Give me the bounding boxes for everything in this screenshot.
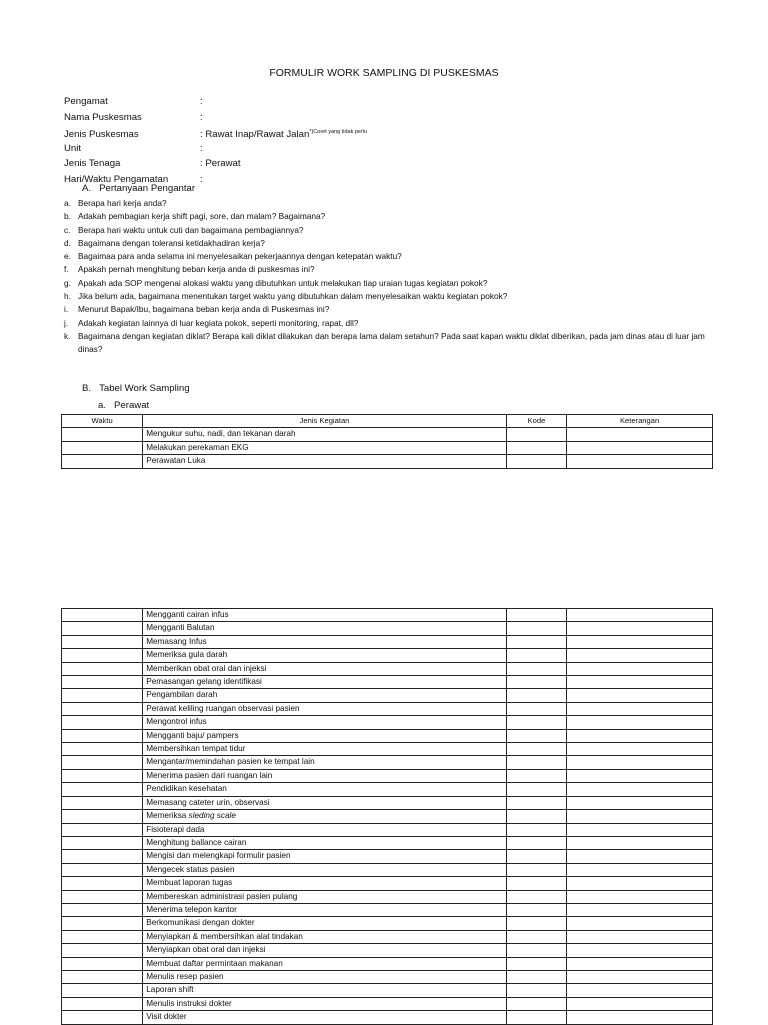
kode-cell[interactable] (506, 810, 566, 823)
activity-cell (143, 756, 507, 769)
table-row (62, 917, 713, 930)
table-row (62, 930, 713, 943)
question-item (64, 303, 714, 316)
question-key: k. (64, 330, 71, 341)
question-key: i. (64, 304, 69, 315)
question-item (64, 317, 714, 330)
kode-cell[interactable] (506, 890, 566, 903)
question-key: d. (64, 237, 71, 248)
activity-cell (143, 635, 507, 648)
kode-cell[interactable] (506, 649, 566, 662)
activity-cell (143, 970, 507, 983)
kode-cell[interactable] (506, 635, 566, 648)
waktu-cell[interactable] (62, 903, 143, 916)
activity-text: Mengganti Balutan (146, 623, 215, 633)
table-row (62, 689, 713, 702)
identity-label: Unit (64, 142, 82, 154)
activity-text: Laporan shift (146, 985, 194, 995)
identity-value: : (200, 142, 203, 154)
kode-cell[interactable] (506, 769, 566, 782)
table-row (62, 609, 713, 622)
section-b-title: Tabel Work Sampling (99, 383, 190, 394)
keterangan-cell[interactable] (567, 930, 713, 943)
question-item (64, 224, 714, 237)
kode-cell[interactable] (506, 662, 566, 675)
waktu-cell[interactable] (62, 863, 143, 876)
section-a-heading (82, 183, 195, 194)
work-sampling-table-2 (61, 608, 713, 1025)
activity-text: Pemasangan gelang identifikasi (146, 677, 262, 687)
keterangan-cell[interactable] (567, 783, 713, 796)
table-row (62, 850, 713, 863)
activity-cell (143, 649, 507, 662)
activity-cell (143, 944, 507, 957)
activity-cell (143, 917, 507, 930)
keterangan-cell[interactable] (567, 970, 713, 983)
keterangan-cell[interactable] (567, 903, 713, 916)
activity-text: Fisioterapi dada (146, 824, 205, 834)
kode-cell[interactable] (506, 823, 566, 836)
activity-cell (143, 877, 507, 890)
keterangan-cell[interactable] (567, 428, 713, 441)
table-row (62, 997, 713, 1010)
kode-cell[interactable] (506, 783, 566, 796)
table-row (62, 957, 713, 970)
keterangan-cell[interactable] (567, 676, 713, 689)
keterangan-cell[interactable] (567, 997, 713, 1010)
waktu-cell[interactable] (62, 944, 143, 957)
activity-cell: Melakukan perekaman EKG (143, 441, 507, 454)
keterangan-cell[interactable] (567, 863, 713, 876)
question-text: Jika belum ada, bagaimana menentukan target waktu yang dibutuhkan dalam menyelesaikan waktu kegiatan pokok? (78, 291, 508, 302)
kode-cell[interactable] (506, 756, 566, 769)
waktu-cell[interactable] (62, 756, 143, 769)
identity-block (64, 94, 367, 188)
activity-text: Menerima pasien dari ruangan lain (146, 770, 273, 780)
activity-text: Membereskan administrasi pasien pulang (146, 891, 298, 901)
table-row (62, 756, 713, 769)
identity-row-nama-puskesmas (64, 110, 367, 126)
question-key: b. (64, 211, 71, 222)
waktu-cell[interactable] (62, 1011, 143, 1024)
activity-text: Menyiapkan & membersihkan alat tindakan (146, 931, 303, 941)
kode-cell[interactable] (506, 609, 566, 622)
activity-text: Mengganti baju/ pampers (146, 730, 239, 740)
header-waktu: Waktu (62, 415, 143, 428)
kode-cell[interactable] (506, 970, 566, 983)
activity-text: Pengambilan darah (146, 690, 218, 700)
table-row (62, 877, 713, 890)
activity-text: Memberikan obat oral dan injeksi (146, 663, 267, 673)
table-row (62, 783, 713, 796)
identity-row-unit (64, 141, 367, 157)
waktu-cell[interactable] (62, 743, 143, 756)
activity-cell (143, 1011, 507, 1024)
subsection-a-title: Perawat (114, 400, 150, 411)
table-row (62, 662, 713, 675)
table-row (62, 649, 713, 662)
question-item (64, 250, 714, 263)
table-row (62, 769, 713, 782)
question-text: Apakah pernah menghitung beban kerja anda di puskesmas ini? (78, 264, 315, 275)
identity-label: Pengamat (64, 96, 108, 107)
kode-cell[interactable] (506, 984, 566, 997)
keterangan-cell[interactable] (567, 455, 713, 468)
keterangan-cell[interactable] (567, 944, 713, 957)
kode-cell[interactable] (506, 850, 566, 863)
activity-cell (143, 729, 507, 742)
question-text: Apakah ada SOP mengenai alokasi waktu yang dibutuhkan untuk melakukan tiap uraian tugas kegiatan pokok? (78, 277, 488, 288)
activity-cell (143, 890, 507, 903)
keterangan-cell[interactable] (567, 984, 713, 997)
waktu-cell[interactable] (62, 850, 143, 863)
identity-value: : (200, 111, 203, 123)
table-row (62, 796, 713, 809)
question-text: Bagaimaa para anda selama ini menyelesaikan pekerjaannya dengan ketepatan waktu? (78, 251, 402, 262)
activity-cell (143, 689, 507, 702)
waktu-cell[interactable] (62, 689, 143, 702)
activity-cell (143, 676, 507, 689)
question-key: j. (64, 317, 69, 328)
keterangan-cell[interactable] (567, 890, 713, 903)
section-b-heading (82, 383, 190, 394)
table-row (62, 944, 713, 957)
waktu-cell[interactable] (62, 609, 143, 622)
keterangan-cell[interactable] (567, 609, 713, 622)
keterangan-cell[interactable] (567, 796, 713, 809)
activity-cell: Perawatan Luka (143, 455, 507, 468)
question-key: c. (64, 224, 71, 235)
activity-cell (143, 836, 507, 849)
waktu-cell[interactable] (62, 783, 143, 796)
keterangan-cell[interactable] (567, 729, 713, 742)
activity-cell (143, 997, 507, 1010)
activity-cell (143, 850, 507, 863)
kode-cell[interactable] (506, 702, 566, 715)
keterangan-cell[interactable] (567, 662, 713, 675)
question-item (64, 197, 714, 210)
table-row (62, 863, 713, 876)
keterangan-cell[interactable] (567, 441, 713, 454)
table-row (62, 810, 713, 823)
kode-cell[interactable] (506, 944, 566, 957)
table-row (62, 635, 713, 648)
activity-text: Menyiapkan obat oral dan injeksi (146, 945, 266, 955)
question-text: Adakah pembagian kerja shift pagi, sore, dan malam? Bagaimana? (78, 211, 326, 222)
table-row (62, 622, 713, 635)
waktu-cell[interactable] (62, 877, 143, 890)
kode-cell[interactable] (506, 716, 566, 729)
question-item (64, 330, 714, 357)
keterangan-cell[interactable] (567, 917, 713, 930)
subsection-a-marker: a. (98, 400, 107, 411)
question-list (64, 197, 714, 357)
keterangan-cell[interactable] (567, 823, 713, 836)
identity-value: : Perawat (200, 158, 241, 170)
waktu-cell[interactable] (62, 635, 143, 648)
activity-cell (143, 743, 507, 756)
section-b-marker: B. (82, 383, 92, 394)
keterangan-cell[interactable] (567, 622, 713, 635)
keterangan-cell[interactable] (567, 769, 713, 782)
activity-text: Menulis resep pasien (146, 971, 224, 981)
question-key: g. (64, 277, 71, 288)
activity-cell (143, 662, 507, 675)
header-keterangan: Keterangan (567, 415, 713, 428)
keterangan-cell[interactable] (567, 716, 713, 729)
kode-cell[interactable] (506, 796, 566, 809)
activity-text: Visit dokter (146, 1012, 187, 1022)
keterangan-cell[interactable] (567, 649, 713, 662)
activity-text-italic: sleding scale (188, 811, 236, 821)
activity-text: Pendidikan kesehatan (146, 784, 227, 794)
activity-cell (143, 957, 507, 970)
table-row (62, 743, 713, 756)
waktu-cell[interactable] (62, 455, 143, 468)
question-item (64, 277, 714, 290)
activity-cell (143, 930, 507, 943)
kode-cell[interactable] (506, 743, 566, 756)
activity-text: Mengantar/memindahan pasien ke tempat lain (146, 757, 315, 767)
keterangan-cell[interactable] (567, 957, 713, 970)
table-row (62, 823, 713, 836)
keterangan-cell[interactable] (567, 1011, 713, 1024)
table-row (62, 716, 713, 729)
waktu-cell[interactable] (62, 823, 143, 836)
question-item (64, 290, 714, 303)
activity-cell (143, 716, 507, 729)
kode-cell[interactable] (506, 428, 566, 441)
question-key: f. (64, 264, 69, 275)
question-key: a. (64, 198, 71, 208)
question-text: Bagaimana dengan kegiatan diklat? Berapa kali diklat dilakukan dan berapa lama dalam setahun? Pada saat kapan waktu diklat diberikan, pada jam dinas atau di luar jam dinas? (78, 330, 705, 355)
table-row (62, 890, 713, 903)
keterangan-cell[interactable] (567, 743, 713, 756)
header-jenis-kegiatan: Jenis Kegiatan (143, 415, 507, 428)
identity-value: : (200, 173, 203, 185)
kode-cell[interactable] (506, 455, 566, 468)
waktu-cell[interactable] (62, 796, 143, 809)
table-row (62, 836, 713, 849)
activity-cell (143, 903, 507, 916)
waktu-cell[interactable] (62, 716, 143, 729)
keterangan-cell[interactable] (567, 836, 713, 849)
kode-cell[interactable] (506, 903, 566, 916)
waktu-cell[interactable] (62, 890, 143, 903)
activity-text: Perawat keliling ruangan observasi pasien (146, 703, 300, 713)
table-row (62, 455, 713, 468)
kode-cell[interactable] (506, 997, 566, 1010)
kode-cell[interactable] (506, 441, 566, 454)
activity-cell (143, 810, 507, 823)
waktu-cell[interactable] (62, 836, 143, 849)
activity-text: Mengontrol infus (146, 717, 207, 727)
activity-text: Memasang Infus (146, 636, 207, 646)
activity-text: Membuat laporan tugas (146, 878, 233, 888)
activity-text: Memasang cateter urin, observasi (146, 797, 270, 807)
waktu-cell[interactable] (62, 676, 143, 689)
activity-cell (143, 622, 507, 635)
activity-text: Menulis instruksi dokter (146, 998, 232, 1008)
activity-text: Mengisi dan melengkapi formulir pasien (146, 851, 291, 861)
question-item (64, 210, 714, 223)
activity-cell (143, 609, 507, 622)
kode-cell[interactable] (506, 622, 566, 635)
table-row (62, 428, 713, 441)
table-row (62, 729, 713, 742)
activity-cell (143, 984, 507, 997)
kode-cell[interactable] (506, 729, 566, 742)
activity-text: Berkomunikasi dengan dokter (146, 918, 255, 928)
identity-label: Jenis Puskesmas (64, 129, 139, 141)
question-key: h. (64, 291, 71, 302)
question-text: Bagaimana dengan toleransi ketidakhadiran kerja? (78, 237, 265, 248)
activity-text: Membersihkan tempat tidur (146, 744, 246, 754)
keterangan-cell[interactable] (567, 689, 713, 702)
activity-cell (143, 863, 507, 876)
activity-text: Memeriksa gula darah (146, 650, 228, 660)
waktu-cell[interactable] (62, 622, 143, 635)
activity-text: Membuat daftar permintaan makanan (146, 958, 283, 968)
kode-cell[interactable] (506, 836, 566, 849)
question-item (64, 263, 714, 276)
identity-value: : Rawat Inap/Rawat Jalan (200, 129, 310, 141)
table-row (62, 676, 713, 689)
waktu-cell[interactable] (62, 957, 143, 970)
waktu-cell[interactable] (62, 997, 143, 1010)
waktu-cell[interactable] (62, 810, 143, 823)
table-row (62, 441, 713, 454)
table-header-row (62, 415, 713, 428)
table-row (62, 984, 713, 997)
identity-label: Nama Puskesmas (64, 111, 142, 123)
form-title: FORMULIR WORK SAMPLING DI PUSKESMAS (269, 67, 499, 79)
table-row (62, 1011, 713, 1024)
activity-cell (143, 796, 507, 809)
waktu-cell[interactable] (62, 729, 143, 742)
identity-label: Hari/Waktu Pengamatan (64, 173, 169, 185)
kode-cell[interactable] (506, 957, 566, 970)
question-key: e. (64, 251, 71, 262)
table-row (62, 702, 713, 715)
waktu-cell[interactable] (62, 984, 143, 997)
section-a-marker: A. (82, 183, 92, 194)
table-row (62, 903, 713, 916)
identity-row-jenis-tenaga (64, 156, 367, 172)
waktu-cell[interactable] (62, 970, 143, 983)
work-sampling-table-1 (61, 414, 713, 469)
table-row (62, 970, 713, 983)
kode-cell[interactable] (506, 689, 566, 702)
activity-cell (143, 823, 507, 836)
kode-cell[interactable] (506, 863, 566, 876)
kode-cell[interactable] (506, 676, 566, 689)
waktu-cell[interactable] (62, 917, 143, 930)
waktu-cell[interactable] (62, 662, 143, 675)
activity-text: Memeriksa (146, 811, 189, 821)
activity-cell: Mengukur suhu, nadi, dan tekanan darah (143, 428, 507, 441)
question-text: Berapa hari kerja anda? (78, 198, 167, 208)
question-text: Menurut Bapak/Ibu, bagaimana beban kerja anda di Puskesmas ini? (78, 304, 330, 315)
kode-cell[interactable] (506, 877, 566, 890)
section-a-title: Pertanyaan Pengantar (99, 183, 196, 194)
activity-cell (143, 769, 507, 782)
activity-text: Mengganti cairan infus (146, 610, 229, 619)
activity-text: Mengecek status pasien (146, 864, 235, 874)
kode-cell[interactable] (506, 1011, 566, 1024)
waktu-cell[interactable] (62, 769, 143, 782)
keterangan-cell[interactable] (567, 810, 713, 823)
kode-cell[interactable] (506, 917, 566, 930)
kode-cell[interactable] (506, 930, 566, 943)
keterangan-cell[interactable] (567, 635, 713, 648)
activity-text: Menerima telepon kantor (146, 904, 237, 914)
keterangan-cell[interactable] (567, 877, 713, 890)
header-kode: Kode (506, 415, 566, 428)
waktu-cell[interactable] (62, 702, 143, 715)
keterangan-cell[interactable] (567, 756, 713, 769)
keterangan-cell[interactable] (567, 702, 713, 715)
question-item (64, 237, 714, 250)
identity-label: Jenis Tenaga (64, 158, 121, 170)
waktu-cell[interactable] (62, 649, 143, 662)
question-text: Adakah kegiatan lainnya di luar kegiata pokok, seperti monitoring, rapat, dll? (78, 317, 359, 328)
activity-text: Menghitung ballance cairan (146, 837, 247, 847)
waktu-cell[interactable] (62, 441, 143, 454)
identity-row-pengamat (64, 94, 367, 110)
subsection-a-heading (98, 400, 149, 411)
keterangan-cell[interactable] (567, 850, 713, 863)
waktu-cell[interactable] (62, 930, 143, 943)
identity-value: : (200, 96, 203, 107)
footnote-coret: *)Coret yang tidak perlu (309, 129, 368, 136)
activity-cell (143, 702, 507, 715)
activity-cell (143, 783, 507, 796)
identity-row-jenis-puskesmas (64, 125, 367, 141)
waktu-cell[interactable] (62, 428, 143, 441)
question-text: Berapa hari waktu untuk cuti dan bagaimana pembagiannya? (78, 224, 304, 235)
